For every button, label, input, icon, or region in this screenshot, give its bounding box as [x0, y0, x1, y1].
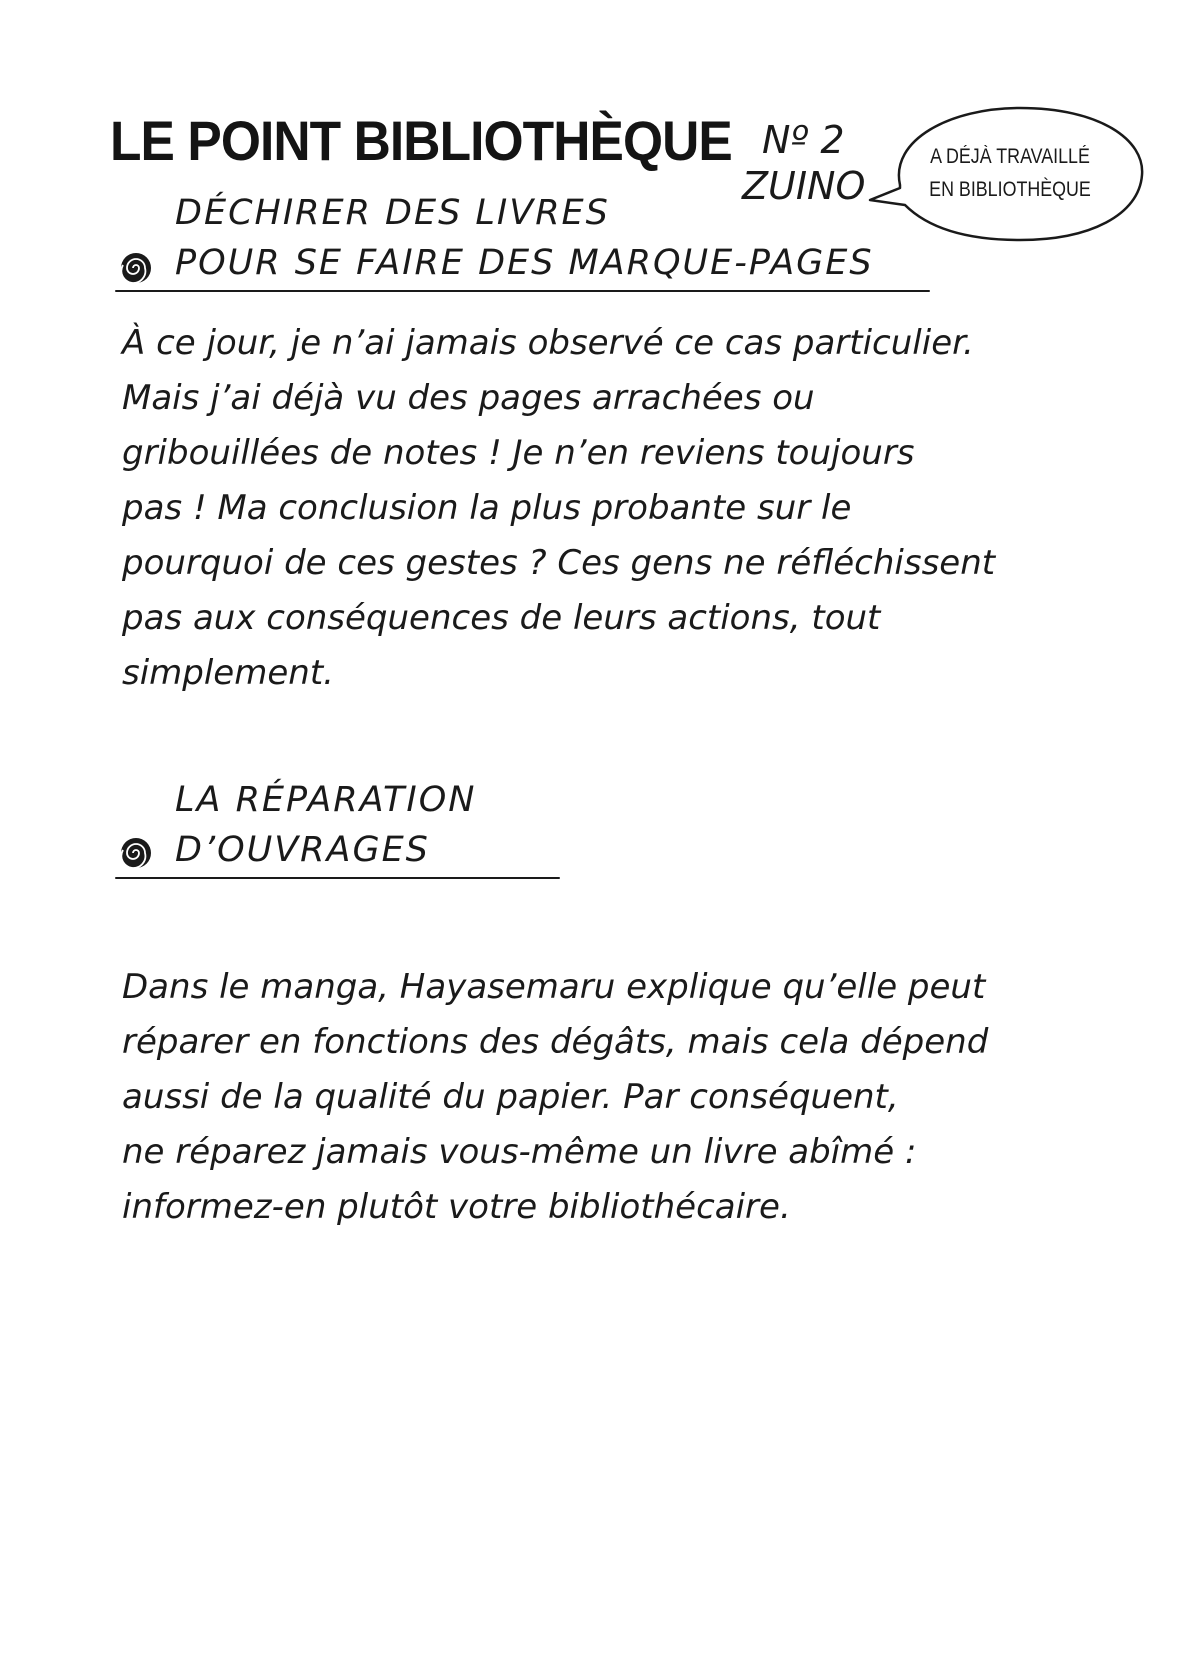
section-body: [122, 316, 995, 701]
author-name: ZUINO: [742, 164, 866, 208]
body-line: informez-en plutôt votre bibliothécaire.: [122, 1187, 791, 1227]
body-line: pourquoi de ces gestes ? Ces gens ne réfléchissent: [122, 543, 996, 583]
bubble-text: [908, 140, 1112, 206]
body-line: pas aux conséquences de leurs actions, tout: [122, 598, 881, 638]
body-line: aussi de la qualité du papier. Par conséquent,: [122, 1077, 899, 1117]
body-line: simplement.: [122, 653, 334, 693]
heading-line: D’OUVRAGES: [175, 830, 430, 870]
section-body: [122, 960, 988, 1235]
issue-number: Nº 2: [762, 118, 845, 162]
body-line: pas ! Ma conclusion la plus probante sur le: [122, 488, 852, 528]
body-line: À ce jour, je n’ai jamais observé ce cas particulier.: [122, 323, 974, 363]
heading-line: LA RÉPARATION: [175, 780, 477, 820]
body-line: gribouillées de notes ! Je n’en reviens toujours: [122, 433, 915, 473]
section-heading: [115, 775, 560, 879]
body-line: Dans le manga, Hayasemaru explique qu’elle peut: [122, 967, 986, 1007]
section-heading: [115, 188, 930, 292]
heading-line: DÉCHIRER DES LIVRES: [175, 193, 610, 233]
body-line: ne réparez jamais vous-même un livre abîmé :: [122, 1132, 917, 1172]
bubble-line: A DÉJÀ TRAVAILLÉ: [930, 145, 1090, 168]
heading-line: POUR SE FAIRE DES MARQUE-PAGES: [175, 243, 874, 283]
page-title: LE POINT BIBLIOTHÈQUE: [110, 109, 732, 172]
heading-underline: [115, 877, 560, 879]
bubble-line: EN BIBLIOTHÈQUE: [929, 178, 1091, 201]
body-line: réparer en fonctions des dégâts, mais cela dépend: [122, 1022, 989, 1062]
body-line: Mais j’ai déjà vu des pages arrachées ou: [122, 378, 815, 418]
heading-underline: [115, 290, 930, 292]
